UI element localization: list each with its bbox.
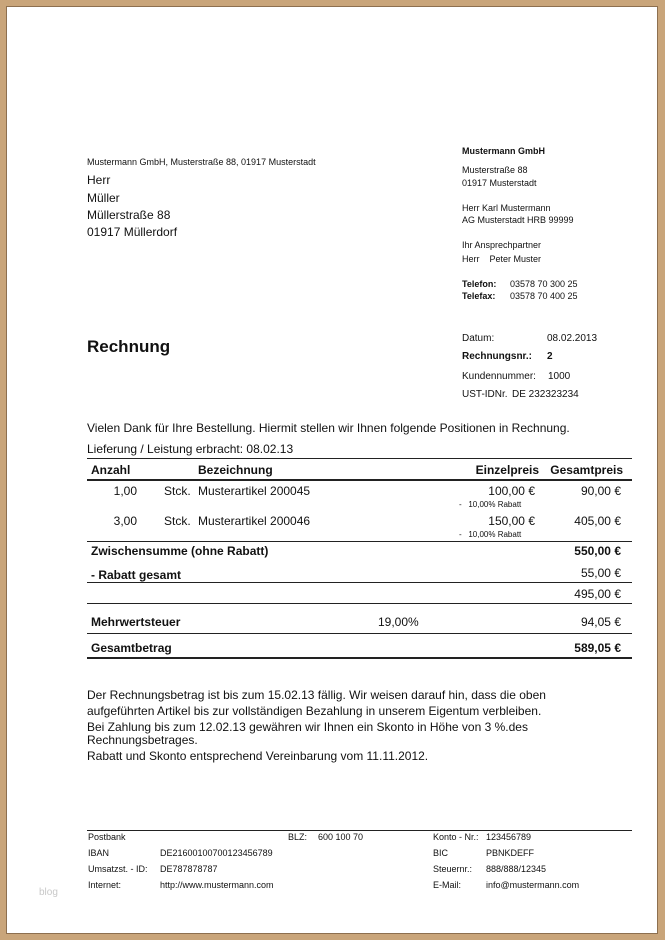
row-1-discount: - 10,00% Rabatt: [459, 500, 522, 509]
col-header-qty: Anzahl: [91, 463, 131, 477]
row-2-unit: Stck.: [164, 514, 191, 528]
footer-steuer-label: Steuernr.:: [433, 864, 473, 874]
invoice-number-label: Rechnungsnr.:: [462, 351, 533, 362]
table-top-rule: [87, 458, 632, 459]
col-header-total: Gesamtpreis: [550, 463, 623, 477]
date-value: 08.02.2013: [547, 333, 598, 344]
footer-bic-label: BIC: [433, 848, 449, 858]
vat-rule: [87, 633, 632, 634]
vat-label: Mehrwertsteuer: [91, 615, 181, 629]
contact-label: Ihr Ansprechpartner: [462, 240, 542, 250]
closing-line-4: Rechnungsbetrages.: [87, 733, 198, 747]
footer-bic: PBNKDEFF: [486, 848, 535, 858]
closing-line-3: Bei Zahlung bis zum 12.02.13 gewähren wir Ihnen ein Skonto in Höhe von 3 %.des: [87, 720, 528, 734]
table-header-rule: [87, 479, 632, 481]
fax-label: Telefax:: [462, 291, 496, 301]
page-title: Rechnung: [87, 337, 171, 356]
row-2-total: 405,00 €: [574, 514, 621, 528]
footer-steuer: 888/888/12345: [486, 864, 547, 874]
footer-internet-label: Internet:: [88, 880, 122, 890]
footer-iban: DE21600100700123456789: [160, 848, 273, 858]
row-2-price: 150,00 €: [488, 514, 535, 528]
fax-value: 03578 70 400 25: [510, 291, 578, 301]
recipient-line-4: 01917 Müllerdorf: [87, 225, 178, 239]
subtotal-label: Zwischensumme (ohne Rabatt): [91, 544, 269, 558]
phone-value: 03578 70 300 25: [510, 279, 578, 289]
grand-total-label: Gesamtbetrag: [91, 641, 172, 655]
row-2-qty: 3,00: [113, 514, 137, 528]
footer-bank: Postbank: [88, 832, 126, 842]
sender-line: Mustermann GmbH, Musterstraße 88, 01917 Musterstadt: [87, 157, 316, 167]
col-header-desc: Bezeichnung: [198, 463, 273, 477]
company-manager: Herr Karl Mustermann: [462, 203, 551, 213]
delivery-text: Lieferung / Leistung erbracht: 08.02.13: [87, 442, 294, 456]
row-1-qty: 1,00: [113, 484, 137, 498]
subtotal-value: 550,00 €: [574, 544, 621, 558]
row-2-discount: - 10,00% Rabatt: [459, 530, 522, 539]
vat-rate: 19,00%: [378, 615, 419, 629]
recipient-line-3: Müllerstraße 88: [87, 208, 171, 222]
discount-total-value: 55,00 €: [580, 566, 621, 580]
footer-ust: DE787878787: [160, 864, 218, 874]
contact-name: Herr Peter Muster: [462, 254, 542, 264]
discount-rule: [87, 582, 632, 583]
vat-id-value: DE 232323234: [512, 389, 579, 400]
footer-konto-label: Konto - Nr.:: [433, 832, 479, 842]
phone-label: Telefon:: [462, 279, 497, 289]
row-1-total: 90,00 €: [580, 484, 621, 498]
col-header-unit-price: Einzelpreis: [475, 463, 539, 477]
customer-number-label: Kundennummer:: [462, 371, 536, 382]
row-1-price: 100,00 €: [488, 484, 535, 498]
footer-blz: 600 100 70: [318, 832, 364, 842]
grand-total-rule: [87, 657, 632, 659]
company-street: Musterstraße 88: [462, 165, 528, 175]
net-rule: [87, 603, 632, 604]
row-1-desc: Musterartikel 200045: [198, 484, 311, 498]
intro-text: Vielen Dank für Ihre Bestellung. Hiermit stellen wir Ihnen folgende Positionen in Rechnung.: [87, 421, 570, 435]
invoice-page: [6, 6, 658, 934]
footer-ust-label: Umsatzst. - ID:: [88, 864, 148, 874]
closing-line-5: Rabatt und Skonto entsprechend Vereinbarung vom 11.11.2012.: [87, 749, 429, 763]
customer-number-value: 1000: [548, 371, 571, 382]
footer-iban-label: IBAN: [88, 848, 110, 858]
company-name: Mustermann GmbH: [462, 146, 546, 156]
footer-konto: 123456789: [486, 832, 532, 842]
row-2-desc: Musterartikel 200046: [198, 514, 311, 528]
footer-internet-link[interactable]: http://www.mustermann.com: [160, 880, 274, 890]
subtotal-rule: [87, 541, 632, 542]
vat-amount: 94,05 €: [580, 615, 621, 629]
discount-total-label: - Rabatt gesamt: [91, 568, 182, 582]
date-label: Datum:: [462, 333, 495, 344]
company-city: 01917 Musterstadt: [462, 178, 537, 188]
company-register: AG Musterstadt HRB 99999: [462, 215, 574, 225]
net-total-value: 495,00 €: [574, 587, 621, 601]
watermark: blog: [39, 887, 58, 898]
row-1-unit: Stck.: [164, 484, 191, 498]
closing-line-1: Der Rechnungsbetrag ist bis zum 15.02.13 fällig. Wir weisen darauf hin, dass die oben: [87, 688, 546, 702]
invoice-number-value: 2: [547, 351, 553, 362]
vat-id-label: UST-IDNr.: [462, 389, 508, 400]
recipient-line-2: Müller: [87, 191, 120, 205]
grand-total-value: 589,05 €: [574, 641, 621, 655]
recipient-line-1: Herr: [87, 173, 111, 187]
footer-rule: [87, 830, 632, 831]
footer-blz-label: BLZ:: [288, 832, 308, 842]
footer-email-link[interactable]: info@mustermann.com: [486, 880, 580, 890]
closing-line-2: aufgeführten Artikel bis zur vollständigen Bezahlung in unserem Eigentum verbleiben.: [87, 704, 542, 718]
footer-email-label: E-Mail:: [433, 880, 462, 890]
